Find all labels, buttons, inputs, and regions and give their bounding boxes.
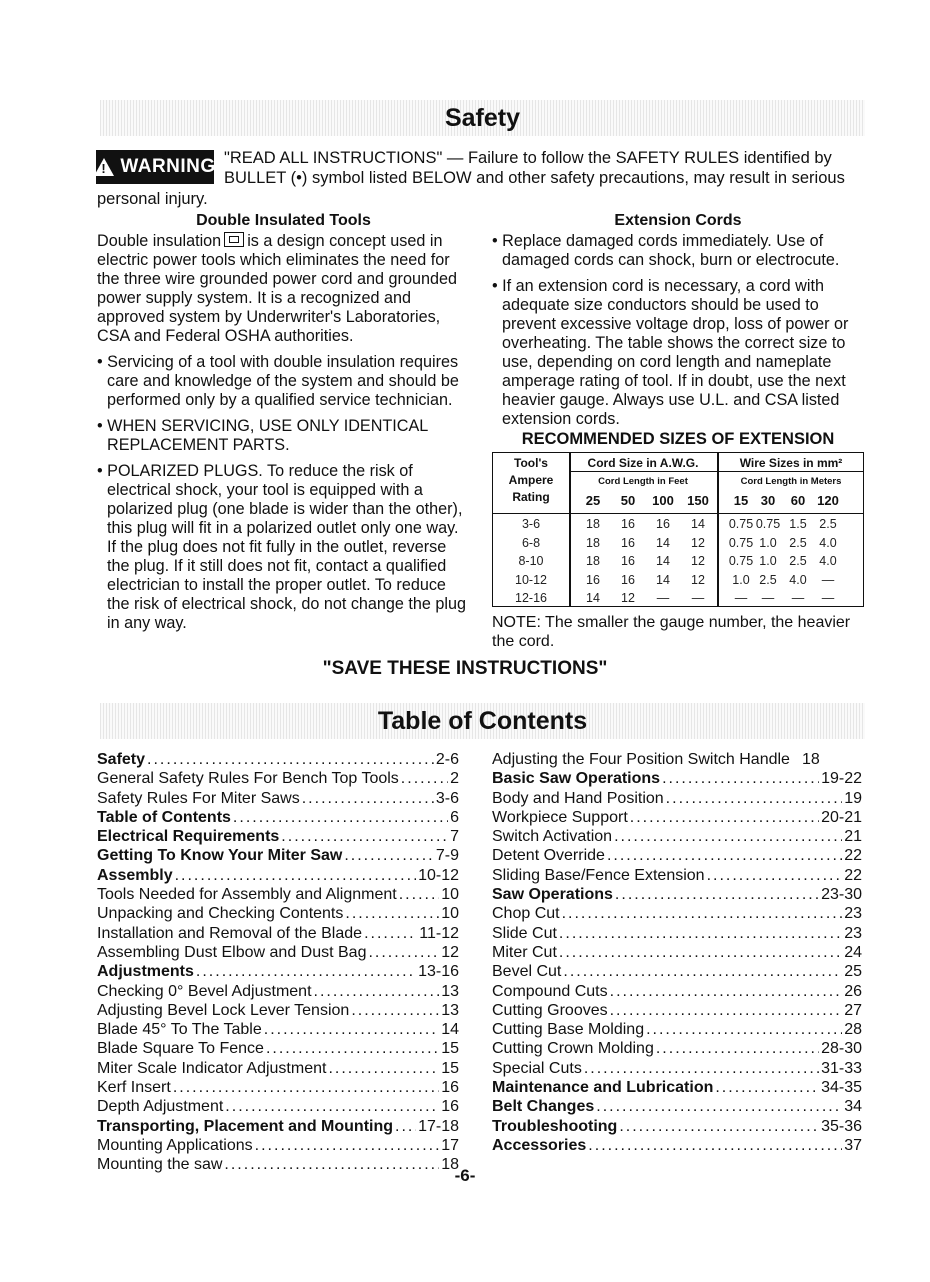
mm-cell: — bbox=[821, 572, 835, 587]
toc-entry[interactable] bbox=[97, 827, 459, 846]
table-title: RECOMMENDED SIZES OF EXTENSION bbox=[521, 430, 835, 448]
toc-entry[interactable] bbox=[97, 1020, 459, 1039]
ampere-cell: 10-12 bbox=[515, 572, 547, 587]
toc-entry-page: 25 bbox=[844, 963, 862, 981]
awg-cell: — bbox=[691, 591, 705, 605]
toc-leader-dots bbox=[614, 827, 842, 846]
toc-entry[interactable] bbox=[492, 769, 862, 788]
toc-entry-page: 24 bbox=[844, 943, 862, 961]
toc-entry-page: 22 bbox=[844, 847, 862, 865]
toc-entry-title: Sliding Base/Fence Extension bbox=[492, 866, 705, 884]
toc-entry-title: Body and Hand Position bbox=[492, 789, 664, 807]
toc-entry-page: 12 bbox=[441, 943, 459, 961]
toc-entry[interactable] bbox=[492, 1097, 862, 1116]
toc-leader-dots bbox=[619, 1117, 819, 1136]
toc-entry-title: Belt Changes bbox=[492, 1098, 595, 1116]
toc-leader-dots bbox=[264, 1020, 439, 1039]
toc-entry-page: 16 bbox=[441, 1079, 459, 1097]
header-ampere: Ampere bbox=[508, 473, 554, 487]
ampere-cell: 12-16 bbox=[515, 591, 547, 605]
mm-cell: 1.0 bbox=[759, 535, 777, 550]
toc-title: Table of Contents bbox=[377, 706, 588, 735]
toc-entry-title: Chop Cut bbox=[492, 905, 560, 923]
toc-leader-dots bbox=[395, 1117, 416, 1136]
toc-entry-page: 26 bbox=[844, 982, 862, 1000]
toc-entry-title: Installation and Removal of the Blade bbox=[97, 924, 363, 942]
toc-entry-page: 19-22 bbox=[821, 770, 862, 788]
toc-leader-dots bbox=[715, 1078, 819, 1097]
toc-entry-page: 23 bbox=[844, 924, 862, 942]
warning-text: "READ ALL INSTRUCTIONS" — Failure to follow the SAFETY RULES identified by BULLET (•) symbol listed BELOW and other safety precautions, may result in serious bbox=[224, 149, 845, 187]
toc-entry[interactable] bbox=[97, 750, 459, 769]
extension-size-table bbox=[492, 452, 864, 607]
toc-leader-dots bbox=[399, 885, 439, 904]
toc-entry[interactable] bbox=[492, 1001, 862, 1020]
toc-entry[interactable] bbox=[97, 866, 459, 885]
toc-entry-title: Switch Activation bbox=[492, 828, 613, 846]
toc-entry[interactable] bbox=[97, 1059, 459, 1078]
mm-cell: 1.0 bbox=[732, 572, 750, 587]
toc-leader-dots bbox=[562, 904, 843, 923]
mm-cell: 4.0 bbox=[789, 572, 807, 587]
toc-entry[interactable] bbox=[97, 769, 459, 788]
toc-entry-title: Mounting Applications bbox=[97, 1136, 253, 1154]
toc-entry[interactable] bbox=[492, 1059, 862, 1078]
toc-entry[interactable] bbox=[492, 904, 862, 923]
toc-leader-dots bbox=[364, 924, 417, 943]
awg-cell: 12 bbox=[691, 554, 705, 568]
save-instructions: "SAVE THESE INSTRUCTIONS" bbox=[322, 658, 608, 679]
toc-leader-dots bbox=[584, 1059, 819, 1078]
toc-entry-page: 35-36 bbox=[821, 1117, 862, 1135]
toc-entry[interactable] bbox=[97, 1117, 459, 1136]
bullet-replace-cords: • Replace damaged cords immediately. Use of damaged cords can shock, burn or electrocute. bbox=[492, 232, 840, 269]
toc-entry-title: Mounting the saw bbox=[97, 1156, 223, 1174]
awg-cell: 18 bbox=[586, 554, 600, 568]
mm-cell: 0.75 bbox=[728, 554, 754, 568]
bullet-polarized-plugs: • POLARIZED PLUGS. To reduce the risk of electrical shock, your tool is equipped with a polarized plug (one blade is wider than the other), this plug will fit in a polarized outlet only one way. If the plug does not fit fully in the outlet, reverse the plug. If it still does not fit, contact a qualified electrician to install the proper outlet. To reduce the risk of electrical shock, do not change the plug in any way. bbox=[97, 462, 467, 632]
toc-entry-title: Cutting Base Molding bbox=[492, 1021, 645, 1039]
toc-entry-page: 27 bbox=[844, 1001, 862, 1019]
toc-leader-dots bbox=[351, 1001, 439, 1020]
toc-entry-title: Electrical Requirements bbox=[97, 828, 280, 846]
mm-cell: — bbox=[761, 591, 775, 605]
mm-cell: 4.0 bbox=[819, 535, 837, 550]
toc-leader-dots bbox=[563, 962, 842, 981]
toc-entry[interactable] bbox=[492, 943, 862, 962]
awg-cell: 12 bbox=[691, 535, 705, 550]
header-tools: Tool's bbox=[514, 456, 548, 470]
mm-cell: 0.75 bbox=[755, 517, 781, 531]
bullet-replacement-parts: • WHEN SERVICING, USE ONLY IDENTICAL REPLACEMENT PARTS. bbox=[97, 417, 428, 454]
toc-leader-dots bbox=[175, 866, 416, 885]
toc-entry[interactable] bbox=[97, 962, 459, 981]
toc-entry[interactable] bbox=[492, 1020, 862, 1039]
toc-entry[interactable] bbox=[97, 924, 459, 943]
toc-entry[interactable] bbox=[492, 1117, 862, 1136]
safety-title: Safety bbox=[444, 103, 521, 132]
toc-leader-dots bbox=[328, 1059, 439, 1078]
toc-leader-dots bbox=[173, 1078, 439, 1097]
mm-cell: 4.0 bbox=[819, 554, 837, 568]
toc-entry-title: Special Cuts bbox=[492, 1059, 582, 1077]
toc-entry-title: Cutting Grooves bbox=[492, 1001, 608, 1019]
toc-entry-page: 2 bbox=[450, 770, 459, 788]
mm-cell: — bbox=[821, 591, 835, 605]
toc-leader-dots bbox=[147, 750, 434, 769]
toc-entry-title: Basic Saw Operations bbox=[492, 770, 661, 788]
mm-cell: 2.5 bbox=[759, 572, 777, 587]
double-insulated-section bbox=[97, 211, 470, 640]
awg-cell: 14 bbox=[656, 535, 670, 550]
toc-leader-dots bbox=[559, 924, 842, 943]
meters-col-header: 15 bbox=[733, 493, 749, 508]
toc-entry[interactable] bbox=[492, 885, 862, 904]
toc-entry-page: 7-9 bbox=[435, 847, 459, 865]
toc-leader-dots bbox=[266, 1039, 439, 1058]
feet-col-header: 100 bbox=[652, 493, 674, 508]
header-feet: Cord Length in Feet bbox=[598, 476, 688, 487]
toc-entry[interactable] bbox=[97, 1039, 459, 1058]
gauge-note: NOTE: The smaller the gauge number, the heavier the cord. bbox=[492, 614, 851, 650]
toc-entry-title: Table of Contents bbox=[97, 808, 231, 826]
toc-entry-page: 3-6 bbox=[435, 789, 459, 807]
toc-entry[interactable] bbox=[97, 943, 459, 962]
mm-cell: 2.5 bbox=[789, 554, 807, 568]
toc-entry-title: Depth Adjustment bbox=[97, 1098, 224, 1116]
toc-leader-dots bbox=[596, 1097, 842, 1116]
toc-entry-page: 2-6 bbox=[435, 751, 459, 768]
toc-entry-page: 19 bbox=[844, 789, 862, 807]
feet-col-header: 25 bbox=[585, 493, 601, 508]
mm-cell: — bbox=[734, 591, 748, 605]
toc-entry[interactable] bbox=[97, 1136, 459, 1155]
toc-entry-page: 31-33 bbox=[821, 1059, 862, 1077]
toc-entry[interactable] bbox=[97, 885, 459, 904]
toc-entry-page: 28 bbox=[844, 1021, 862, 1039]
extension-cords-section bbox=[492, 211, 864, 436]
ampere-cell: 8-10 bbox=[518, 554, 544, 568]
toc-entry-page: 21 bbox=[844, 828, 862, 846]
awg-cell: 12 bbox=[691, 572, 705, 587]
bullet-servicing: • Servicing of a tool with double insulation requires care and knowledge of the system and should be performed only by a qualified service technician. bbox=[97, 353, 459, 409]
header-awg: Cord Size in A.W.G. bbox=[587, 456, 699, 470]
toc-leader-dots bbox=[646, 1020, 842, 1039]
mm-cell: 1.5 bbox=[789, 517, 807, 531]
warning-label: WARNING bbox=[120, 156, 216, 177]
toc-leader-dots bbox=[344, 846, 434, 865]
toc-entry[interactable] bbox=[97, 1097, 459, 1116]
toc-entry-title: Blade Square To Fence bbox=[97, 1040, 264, 1058]
awg-cell: 16 bbox=[586, 572, 600, 587]
mm-cell: 2.5 bbox=[789, 535, 807, 550]
toc-leader-dots bbox=[662, 769, 819, 788]
toc-entry[interactable] bbox=[492, 808, 862, 827]
toc-leader-dots bbox=[630, 808, 819, 827]
warning-badge bbox=[96, 150, 214, 184]
toc-leader-dots bbox=[559, 943, 842, 962]
toc-entry-title: Adjusting Bevel Lock Lever Tension bbox=[97, 1001, 350, 1019]
toc-leader-dots bbox=[656, 1039, 819, 1058]
toc-entry-page: 10 bbox=[441, 905, 459, 923]
toc-leader-dots bbox=[314, 982, 440, 1001]
mm-cell: 0.75 bbox=[728, 517, 754, 531]
toc-entry-page: 16 bbox=[441, 1098, 459, 1116]
toc-banner bbox=[100, 703, 865, 739]
toc-leader-dots bbox=[615, 885, 819, 904]
toc-leader-dots bbox=[607, 846, 842, 865]
bullet-extension-size: • If an extension cord is necessary, a cord with adequate size conductors should be used to prevent excessive voltage drop, loss of power or overheating. The table shows the correct size to use, depending on cord length and nameplate amperage rating of tool. If in doubt, use the next heavier gauge. Always use U.L. and CSA listed extension cords. bbox=[492, 277, 849, 428]
toc-leader-dots bbox=[401, 769, 448, 788]
toc-entry-title: Miter Scale Indicator Adjustment bbox=[97, 1059, 327, 1077]
awg-cell: 14 bbox=[586, 591, 600, 605]
awg-cell: 12 bbox=[621, 591, 635, 605]
toc-entry-page: 37 bbox=[844, 1136, 862, 1154]
toc-leader-dots bbox=[707, 866, 843, 885]
toc-leader-dots bbox=[302, 789, 434, 808]
toc-entry[interactable] bbox=[492, 846, 862, 865]
warning-triangle-icon bbox=[94, 158, 114, 176]
toc-entry-page: 18 bbox=[441, 1156, 459, 1174]
toc-entry[interactable] bbox=[97, 1001, 459, 1020]
toc-entry-page: 14 bbox=[441, 1021, 459, 1039]
mm-cell: 0.75 bbox=[728, 535, 754, 550]
toc-entry[interactable] bbox=[492, 750, 862, 769]
toc-right-column bbox=[492, 750, 862, 1155]
toc-leader-dots bbox=[233, 808, 448, 827]
toc-entry-title: Saw Operations bbox=[492, 886, 613, 904]
toc-entry[interactable] bbox=[492, 827, 862, 846]
toc-entry[interactable] bbox=[492, 866, 862, 885]
toc-entry-title: Bevel Cut bbox=[492, 963, 562, 981]
toc-leader-dots bbox=[255, 1136, 440, 1155]
toc-entry-title: Cutting Crown Molding bbox=[492, 1040, 654, 1058]
double-insulated-intro: Double insulation is a design concept used in electric power tools which eliminates the need for the three wire grounded power cord and grounded power supply system. It is a recognized and approved system by Underwriter's Laboratories, CSA and Federal OSHA authorities. bbox=[97, 232, 457, 345]
ampere-cell: 6-8 bbox=[521, 535, 541, 550]
toc-leader-dots bbox=[610, 982, 843, 1001]
double-insulation-icon bbox=[224, 232, 244, 247]
header-rating: Rating bbox=[512, 490, 550, 504]
toc-entry-page: 20-21 bbox=[821, 808, 862, 826]
toc-entry-page: 34 bbox=[844, 1098, 862, 1116]
warning-text-cont: personal injury. bbox=[97, 190, 208, 208]
toc-entry[interactable] bbox=[492, 789, 862, 808]
toc-leader-dots bbox=[345, 904, 439, 923]
awg-cell: 18 bbox=[586, 535, 600, 550]
toc-entry-page: 22 bbox=[844, 866, 862, 884]
toc-entry-title: Adjusting the Four Position Switch Handle bbox=[492, 751, 790, 768]
toc-entry-title: Checking 0° Bevel Adjustment bbox=[97, 982, 312, 1000]
toc-entry-page: 28-30 bbox=[821, 1040, 862, 1058]
awg-cell: — bbox=[656, 591, 670, 605]
toc-entry-page: 17-18 bbox=[418, 1117, 459, 1135]
toc-left-column bbox=[97, 750, 459, 1175]
toc-entry-page: 10 bbox=[441, 886, 459, 904]
meters-col-header: 60 bbox=[790, 493, 806, 508]
toc-entry-title: Accessories bbox=[492, 1136, 587, 1154]
meters-col-header: 30 bbox=[760, 493, 776, 508]
extension-cords-heading: Extension Cords bbox=[614, 212, 742, 229]
toc-entry-title: General Safety Rules For Bench Top Tools bbox=[97, 770, 399, 788]
toc-entry-page: 23 bbox=[844, 905, 862, 923]
toc-leader-dots bbox=[368, 943, 439, 962]
awg-cell: 16 bbox=[621, 535, 635, 550]
toc-entry-title: Safety Rules For Miter Saws bbox=[97, 789, 300, 807]
toc-entry-title: Slide Cut bbox=[492, 924, 557, 942]
toc-entry-title: Assembly bbox=[97, 866, 173, 884]
toc-entry[interactable] bbox=[492, 924, 862, 943]
toc-entry[interactable] bbox=[492, 1078, 862, 1097]
toc-entry-title: Assembling Dust Elbow and Dust Bag bbox=[97, 943, 367, 961]
toc-entry-title: Safety bbox=[97, 751, 146, 768]
header-mm: Wire Sizes in mm² bbox=[739, 456, 843, 470]
toc-entry-title: Miter Cut bbox=[492, 943, 557, 961]
toc-entry-title: Maintenance and Lubrication bbox=[492, 1079, 714, 1097]
toc-entry-title: Transporting, Placement and Mounting bbox=[97, 1117, 394, 1135]
toc-entry-page: 15 bbox=[441, 1059, 459, 1077]
toc-entry[interactable] bbox=[97, 808, 459, 827]
toc-entry[interactable] bbox=[97, 1078, 459, 1097]
header-meters: Cord Length in Meters bbox=[740, 476, 842, 487]
toc-entry-title: Kerf Insert bbox=[97, 1079, 171, 1097]
toc-entry[interactable] bbox=[97, 982, 459, 1001]
mm-cell: 1.0 bbox=[759, 554, 777, 568]
toc-leader-dots bbox=[666, 789, 843, 808]
toc-entry-page: 15 bbox=[441, 1040, 459, 1058]
awg-cell: 16 bbox=[621, 572, 635, 587]
toc-entry-title: Compound Cuts bbox=[492, 982, 608, 1000]
mm-cell: — bbox=[791, 591, 805, 605]
toc-entry-title: Getting To Know Your Miter Saw bbox=[97, 847, 343, 865]
awg-cell: 16 bbox=[621, 554, 635, 568]
toc-entry-title: Workpiece Support bbox=[492, 808, 628, 826]
feet-col-header: 50 bbox=[620, 493, 636, 508]
ampere-cell: 3-6 bbox=[521, 517, 541, 531]
toc-entry[interactable] bbox=[97, 789, 459, 808]
toc-entry-page: 11-12 bbox=[419, 924, 459, 942]
toc-entry-page: 10-12 bbox=[418, 866, 459, 884]
toc-entry-page: 17 bbox=[441, 1136, 459, 1154]
toc-entry-page: 34-35 bbox=[821, 1079, 862, 1097]
toc-entry-title: Tools Needed for Assembly and Alignment bbox=[97, 886, 397, 904]
safety-banner bbox=[100, 100, 865, 136]
toc-entry[interactable] bbox=[97, 846, 459, 865]
toc-entry[interactable] bbox=[97, 904, 459, 923]
toc-entry[interactable] bbox=[492, 1136, 862, 1155]
awg-cell: 14 bbox=[691, 517, 705, 531]
toc-leader-dots bbox=[281, 827, 448, 846]
awg-cell: 14 bbox=[656, 554, 670, 568]
awg-cell: 14 bbox=[656, 572, 670, 587]
awg-cell: 16 bbox=[621, 517, 635, 531]
awg-cell: 18 bbox=[586, 517, 600, 531]
toc-entry[interactable] bbox=[492, 962, 862, 981]
toc-entry[interactable] bbox=[492, 982, 862, 1001]
toc-leader-dots bbox=[225, 1097, 439, 1116]
toc-leader-dots bbox=[588, 1136, 842, 1155]
toc-entry-title: Troubleshooting bbox=[492, 1117, 618, 1135]
toc-entry-page: 18 bbox=[801, 751, 820, 768]
toc-entry-page: 13 bbox=[441, 1001, 459, 1019]
double-insulated-heading: Double Insulated Tools bbox=[196, 212, 371, 229]
toc-leader-dots bbox=[196, 962, 416, 981]
page-number: -6- bbox=[454, 1166, 476, 1185]
toc-entry-title: Blade 45° To The Table bbox=[97, 1021, 262, 1039]
toc-entry-page: 13-16 bbox=[418, 963, 459, 981]
toc-entry-page: 13 bbox=[441, 982, 459, 1000]
toc-entry[interactable] bbox=[492, 1039, 862, 1058]
awg-cell: 16 bbox=[656, 517, 670, 531]
feet-col-header: 150 bbox=[687, 493, 709, 508]
toc-entry-page: 23-30 bbox=[821, 886, 862, 904]
mm-cell: 2.5 bbox=[819, 517, 837, 531]
toc-entry-title: Detent Override bbox=[492, 847, 605, 865]
meters-col-header: 120 bbox=[817, 493, 839, 508]
toc-entry-title: Adjustments bbox=[97, 963, 194, 981]
toc-entry-page: 7 bbox=[450, 828, 459, 846]
toc-entry-title: Unpacking and Checking Contents bbox=[97, 905, 344, 923]
toc-entry-page: 6 bbox=[450, 808, 459, 826]
toc-leader-dots bbox=[610, 1001, 843, 1020]
